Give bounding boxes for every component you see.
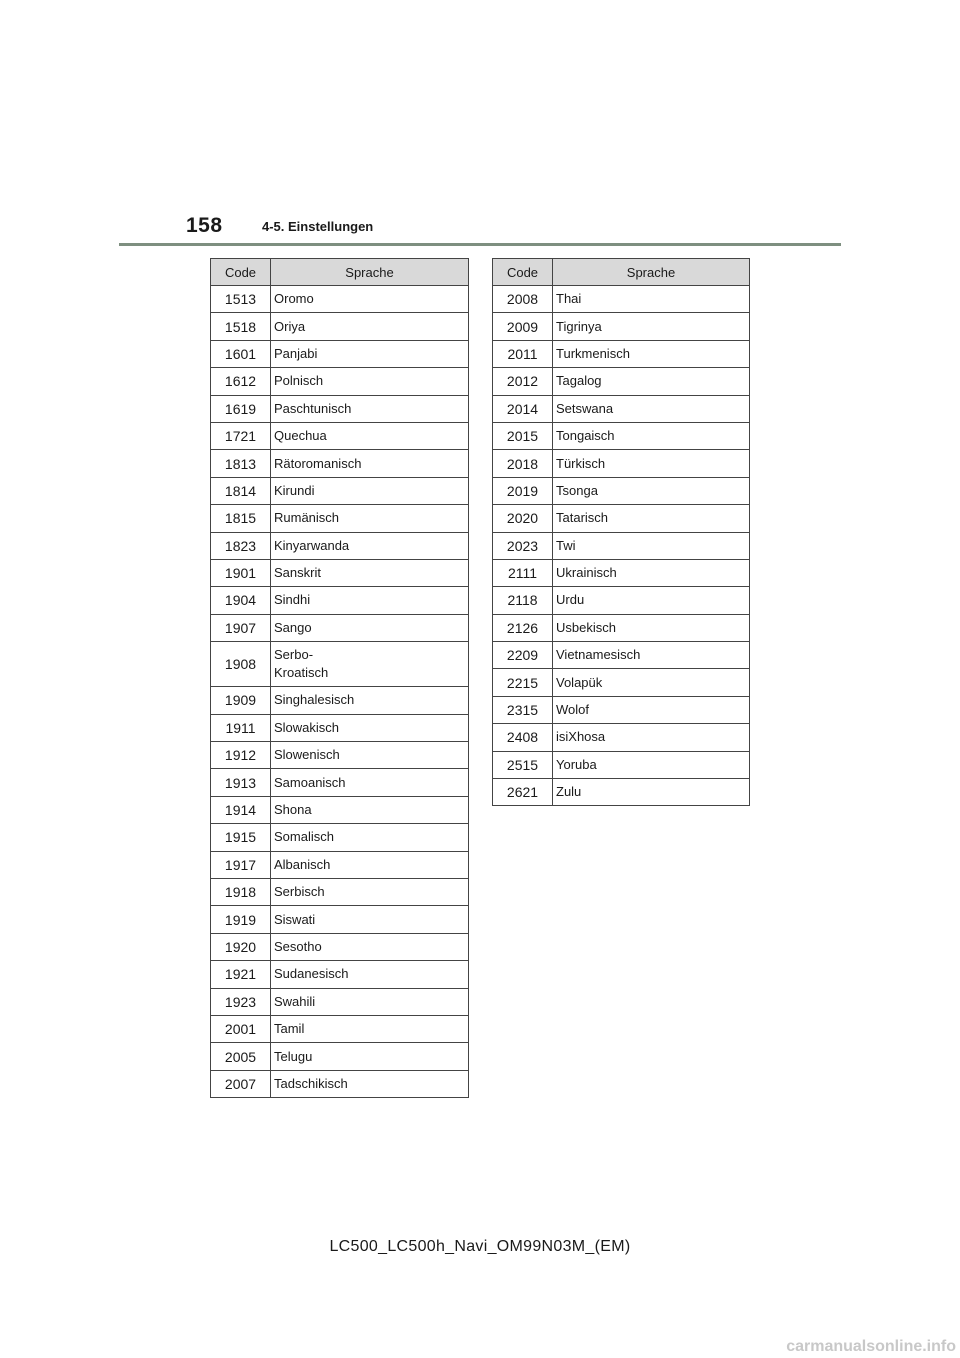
language-code-cell: 2009 bbox=[493, 313, 553, 340]
table-row bbox=[493, 724, 750, 751]
language-code-cell: 2011 bbox=[493, 340, 553, 367]
language-code-cell: 1917 bbox=[211, 851, 271, 878]
table-row bbox=[493, 696, 750, 723]
table-row bbox=[211, 614, 469, 641]
table-row bbox=[211, 450, 469, 477]
language-code-cell: 1612 bbox=[211, 368, 271, 395]
language-name-cell: Quechua bbox=[271, 422, 469, 449]
language-code-cell: 2209 bbox=[493, 642, 553, 669]
language-name-cell: Yoruba bbox=[553, 751, 750, 778]
language-code-cell: 2023 bbox=[493, 532, 553, 559]
language-name-cell: Slowenisch bbox=[271, 742, 469, 769]
language-name-cell: Telugu bbox=[271, 1043, 469, 1070]
table-row bbox=[211, 769, 469, 796]
table-row bbox=[211, 559, 469, 586]
language-code-cell: 1912 bbox=[211, 742, 271, 769]
table-row bbox=[211, 340, 469, 367]
language-name-cell: Tigrinya bbox=[553, 313, 750, 340]
language-name-cell: Serbo- Kroatisch bbox=[271, 642, 469, 687]
table-row bbox=[493, 422, 750, 449]
table-row bbox=[211, 532, 469, 559]
language-code-cell: 1923 bbox=[211, 988, 271, 1015]
language-name-cell: Tatarisch bbox=[553, 505, 750, 532]
table-row bbox=[211, 395, 469, 422]
table-row bbox=[493, 669, 750, 696]
language-name-cell: Serbisch bbox=[271, 879, 469, 906]
table-row bbox=[493, 286, 750, 313]
language-code-cell: 2408 bbox=[493, 724, 553, 751]
table-row bbox=[493, 313, 750, 340]
language-name-cell: Türkisch bbox=[553, 450, 750, 477]
language-code-cell: 1518 bbox=[211, 313, 271, 340]
watermark: carmanualsonline.info bbox=[786, 1338, 956, 1355]
language-name-cell: Sesotho bbox=[271, 933, 469, 960]
language-name-cell: Slowakisch bbox=[271, 714, 469, 741]
language-code-cell: 2118 bbox=[493, 587, 553, 614]
language-code-cell: 1619 bbox=[211, 395, 271, 422]
language-name-cell: Rumänisch bbox=[271, 505, 469, 532]
language-code-cell: 2008 bbox=[493, 286, 553, 313]
language-code-cell: 1921 bbox=[211, 961, 271, 988]
section-title: 4-5. Einstellungen bbox=[262, 219, 374, 234]
language-code-cell: 1814 bbox=[211, 477, 271, 504]
language-code-cell: 2012 bbox=[493, 368, 553, 395]
language-name-cell: Tongaisch bbox=[553, 422, 750, 449]
table-row bbox=[211, 961, 469, 988]
language-code-cell: 2111 bbox=[493, 559, 553, 586]
language-code-cell: 2621 bbox=[493, 779, 553, 806]
language-name-cell: Tagalog bbox=[553, 368, 750, 395]
language-name-cell: Zulu bbox=[553, 779, 750, 806]
language-code-cell: 1911 bbox=[211, 714, 271, 741]
language-code-cell: 2315 bbox=[493, 696, 553, 723]
column-header-code: Code bbox=[211, 259, 271, 286]
table-row bbox=[211, 1070, 469, 1097]
language-code-cell: 2014 bbox=[493, 395, 553, 422]
language-code-cell: 1904 bbox=[211, 587, 271, 614]
language-name-cell: Swahili bbox=[271, 988, 469, 1015]
table-row bbox=[211, 796, 469, 823]
language-name-cell: Sango bbox=[271, 614, 469, 641]
table-row bbox=[493, 751, 750, 778]
language-code-cell: 2018 bbox=[493, 450, 553, 477]
language-code-cell: 2215 bbox=[493, 669, 553, 696]
language-code-cell: 1813 bbox=[211, 450, 271, 477]
language-name-cell: Oromo bbox=[271, 286, 469, 313]
language-name-cell: Twi bbox=[553, 532, 750, 559]
language-code-cell: 1920 bbox=[211, 933, 271, 960]
column-header-language: Sprache bbox=[271, 259, 469, 286]
table-row bbox=[211, 851, 469, 878]
language-code-cell: 1918 bbox=[211, 879, 271, 906]
table-header-row bbox=[493, 259, 750, 286]
language-code-cell: 2126 bbox=[493, 614, 553, 641]
language-code-table-right bbox=[492, 258, 750, 806]
language-name-cell: Panjabi bbox=[271, 340, 469, 367]
language-name-cell: Paschtunisch bbox=[271, 395, 469, 422]
column-header-language: Sprache bbox=[553, 259, 750, 286]
table-row bbox=[211, 587, 469, 614]
table-row bbox=[493, 559, 750, 586]
language-code-cell: 1721 bbox=[211, 422, 271, 449]
language-name-cell: Volapük bbox=[553, 669, 750, 696]
language-name-cell: Turkmenisch bbox=[553, 340, 750, 367]
language-code-cell: 1601 bbox=[211, 340, 271, 367]
language-name-cell: Shona bbox=[271, 796, 469, 823]
table-row bbox=[211, 505, 469, 532]
language-name-cell: Wolof bbox=[553, 696, 750, 723]
language-name-cell: Tamil bbox=[271, 1015, 469, 1042]
language-name-cell: Urdu bbox=[553, 587, 750, 614]
table-row bbox=[493, 642, 750, 669]
language-name-cell: Siswati bbox=[271, 906, 469, 933]
language-name-cell: Kirundi bbox=[271, 477, 469, 504]
language-code-cell: 1513 bbox=[211, 286, 271, 313]
table-row bbox=[493, 368, 750, 395]
page-number: 158 bbox=[186, 214, 223, 237]
language-code-cell: 1901 bbox=[211, 559, 271, 586]
table-row bbox=[211, 933, 469, 960]
table-row bbox=[493, 587, 750, 614]
language-code-cell: 1914 bbox=[211, 796, 271, 823]
language-name-cell: Samoanisch bbox=[271, 769, 469, 796]
table-row bbox=[211, 313, 469, 340]
language-name-cell: Kinyarwanda bbox=[271, 532, 469, 559]
table-row bbox=[493, 395, 750, 422]
table-row bbox=[211, 477, 469, 504]
language-code-cell: 1907 bbox=[211, 614, 271, 641]
language-name-cell: Setswana bbox=[553, 395, 750, 422]
table-row bbox=[211, 642, 469, 687]
language-name-cell: Sindhi bbox=[271, 587, 469, 614]
table-row bbox=[211, 422, 469, 449]
language-name-cell: Oriya bbox=[271, 313, 469, 340]
language-name-cell: Rätoromanisch bbox=[271, 450, 469, 477]
language-code-table-left bbox=[210, 258, 469, 1098]
table-row bbox=[493, 450, 750, 477]
table-row bbox=[493, 614, 750, 641]
language-name-cell: Somalisch bbox=[271, 824, 469, 851]
table-row bbox=[211, 742, 469, 769]
language-name-cell: Albanisch bbox=[271, 851, 469, 878]
table-row bbox=[211, 286, 469, 313]
language-code-cell: 2015 bbox=[493, 422, 553, 449]
language-code-cell: 1913 bbox=[211, 769, 271, 796]
language-code-cell: 2001 bbox=[211, 1015, 271, 1042]
language-code-cell: 1823 bbox=[211, 532, 271, 559]
language-name-cell: Sudanesisch bbox=[271, 961, 469, 988]
language-code-cell: 1909 bbox=[211, 687, 271, 714]
language-name-cell: Tadschikisch bbox=[271, 1070, 469, 1097]
language-code-cell: 2007 bbox=[211, 1070, 271, 1097]
table-row bbox=[493, 505, 750, 532]
language-code-cell: 2019 bbox=[493, 477, 553, 504]
table-row bbox=[211, 1043, 469, 1070]
table-row bbox=[211, 687, 469, 714]
language-code-cell: 2515 bbox=[493, 751, 553, 778]
table-row bbox=[493, 477, 750, 504]
language-code-cell: 1915 bbox=[211, 824, 271, 851]
table-row bbox=[211, 714, 469, 741]
table-row bbox=[211, 824, 469, 851]
language-name-cell: Singhalesisch bbox=[271, 687, 469, 714]
document-id-footer: LC500_LC500h_Navi_OM99N03M_(EM) bbox=[329, 1238, 631, 1255]
language-name-cell: Sanskrit bbox=[271, 559, 469, 586]
language-name-cell: Thai bbox=[553, 286, 750, 313]
language-name-cell: Vietnamesisch bbox=[553, 642, 750, 669]
language-name-cell: Tsonga bbox=[553, 477, 750, 504]
language-code-cell: 2005 bbox=[211, 1043, 271, 1070]
column-header-code: Code bbox=[493, 259, 553, 286]
header-rule bbox=[119, 243, 841, 246]
language-name-cell: Polnisch bbox=[271, 368, 469, 395]
language-code-cell: 1815 bbox=[211, 505, 271, 532]
table-header-row bbox=[211, 259, 469, 286]
table-row bbox=[493, 779, 750, 806]
language-code-cell: 1908 bbox=[211, 642, 271, 687]
table-row bbox=[211, 988, 469, 1015]
language-code-cell: 1919 bbox=[211, 906, 271, 933]
table-row bbox=[211, 368, 469, 395]
language-name-cell: isiXhosa bbox=[553, 724, 750, 751]
language-name-cell: Usbekisch bbox=[553, 614, 750, 641]
table-row bbox=[493, 340, 750, 367]
table-row bbox=[493, 532, 750, 559]
table-row bbox=[211, 879, 469, 906]
table-row bbox=[211, 906, 469, 933]
language-code-cell: 2020 bbox=[493, 505, 553, 532]
table-row bbox=[211, 1015, 469, 1042]
language-name-cell: Ukrainisch bbox=[553, 559, 750, 586]
